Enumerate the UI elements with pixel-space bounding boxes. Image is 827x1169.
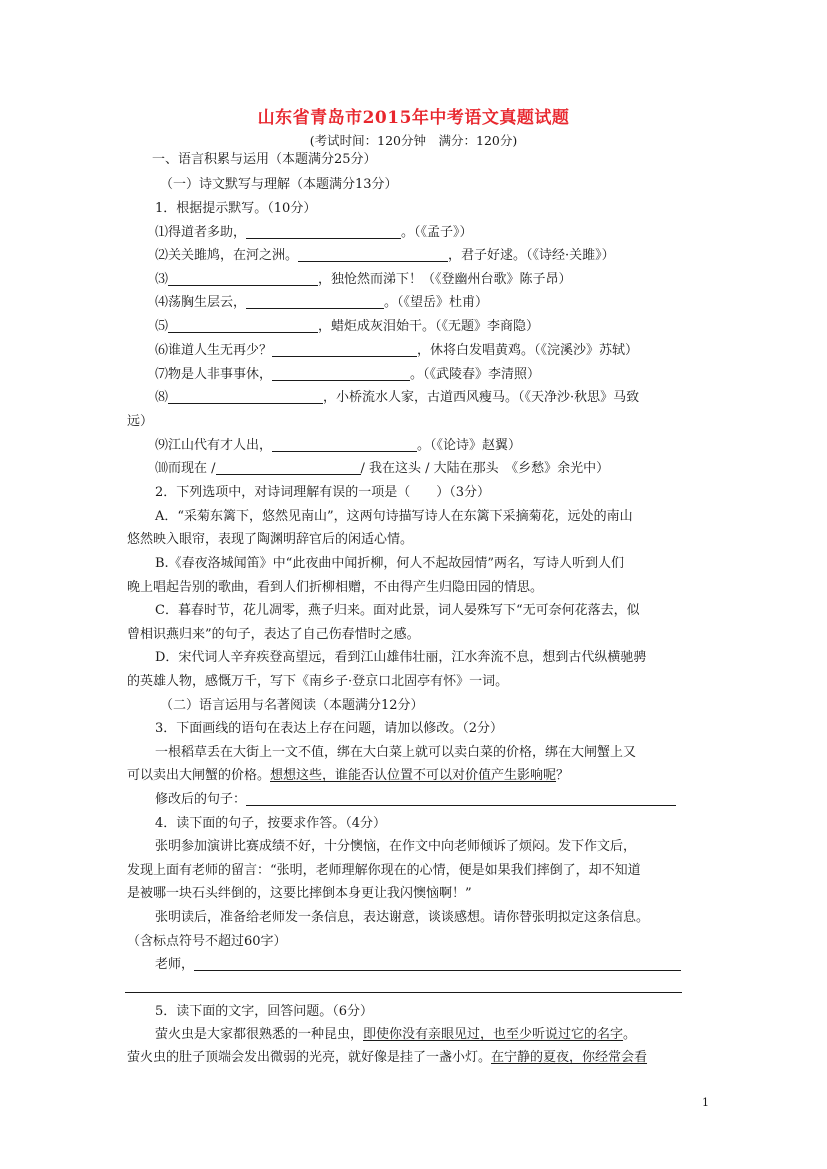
fill-line-9: ⑼江山代有才人出， 。（《论诗》赵翼） <box>155 438 522 453</box>
question-2: 2．下列选项中，对诗词理解有误的一项是（ ）（3分） <box>155 485 491 500</box>
passage-line: 萤火虫是大家都很熟悉的一种昆虫，即使你没有亲眼见过，也至少听说过它的名字。 <box>155 1027 637 1042</box>
page-number: 1 <box>702 1096 709 1109</box>
passage-line: （含标点符号不超过60字） <box>127 934 287 949</box>
option-c-cont: 曾相识燕归来”的句子，表达了自己伤春惜时之感。 <box>127 627 420 642</box>
fill-line-3: ⑶ ，独怆然而涕下！（《登幽州台歌》陈子昂） <box>155 272 572 287</box>
underlined-sentence: 在宁静的夏夜，你经常会看 <box>491 1050 648 1065</box>
option-a-cont: 悠然映入眼帘，表现了陶渊明辞官后的闲适心情。 <box>127 532 414 547</box>
answer-blank[interactable] <box>194 956 681 971</box>
underlined-sentence: 即使你没有亲眼见过，也至少听说过它的名字 <box>363 1027 624 1042</box>
fill-line-4: ⑷荡胸生层云， 。（《望岳》杜甫） <box>155 295 489 310</box>
option-a: A．“采菊东篱下，悠然见南山”，这两句诗描写诗人在东篱下采摘菊花，远处的南山 <box>155 509 633 524</box>
question-4: 4．读下面的句子，按要求作答。（4分） <box>155 816 387 831</box>
passage-line: 发现上面有老师的留言：“张明，老师理解你现在的心情，便是如果我们摔倒了，却不知道 <box>127 863 641 878</box>
answer-blank[interactable] <box>298 247 448 262</box>
underlined-sentence: 想想这些，谁能否认位置不可以对价值产生影响呢 <box>270 768 557 783</box>
answer-blank[interactable] <box>272 366 410 381</box>
answer-blank[interactable] <box>168 318 318 333</box>
subsection-heading: （二）语言运用与名著阅读（本题满分12分） <box>160 698 424 713</box>
answer-line[interactable] <box>125 992 682 993</box>
fill-line-8: ⑻ ，小桥流水人家，古道西风瘦马。（《天净沙·秋思》马致 <box>155 390 640 405</box>
fill-line-8-cont: 远） <box>127 414 154 429</box>
passage-line: 萤火虫的肚子顶端会发出微弱的光亮，就好像是挂了一盏小灯。在宁静的夏夜，你经常会看 <box>127 1050 648 1065</box>
answer-blank[interactable] <box>272 342 417 357</box>
passage-line: 一根稻草丢在大街上一文不值，绑在大白菜上就可以卖白菜的价格，绑在大闸蟹上又 <box>155 745 637 760</box>
answer-blank[interactable] <box>168 271 318 286</box>
answer-blank[interactable] <box>272 437 417 452</box>
question-3: 3．下面画线的语句在表达上存在问题，请加以修改。（2分） <box>155 721 504 736</box>
passage-line: 可以卖出大闸蟹的价格。想想这些，谁能否认位置不可以对价值产生影响呢？ <box>127 768 570 783</box>
section-heading: 一、语言积累与运用（本题满分25分） <box>152 152 377 167</box>
answer-blank[interactable] <box>216 460 361 475</box>
option-b-cont: 晚上唱起告别的歌曲，看到人们折柳相赠，不由得产生归隐田园的情思。 <box>127 580 544 595</box>
fill-line-7: ⑺物是人非事事休， 。（《武陵春》李清照） <box>155 367 541 382</box>
option-d-cont: 的英雄人物，感慨万千，写下《南乡子·登京口北固亭有怀》一词。 <box>127 674 509 689</box>
message-answer: 老师， <box>155 956 707 974</box>
option-c: C．暮春时节，花儿凋零，燕子归来。面对此景，词人晏殊写下“无可奈何花落去，似 <box>155 603 640 618</box>
revision-answer: 修改后的句子： <box>155 791 707 809</box>
option-d: D．宋代词人辛弃疾登高望远，看到江山雄伟壮丽，江水奔流不息，想到古代纵横驰骋 <box>155 650 647 665</box>
passage-line: 张明读后，准备给老师发一条信息，表达谢意，谈谈感想。请你替张明拟定这条信息。 <box>155 910 650 925</box>
passage-line: 是被哪一块石头绊倒的，这要比摔倒本身更让我闪懊恼啊！” <box>127 886 472 901</box>
answer-blank[interactable] <box>246 791 676 806</box>
option-b: B.《春夜洛城闻笛》中“此夜曲中闻折柳，何人不起故园情”两名，写诗人听到人们 <box>155 556 624 571</box>
question-1: 1．根据提示默写。（10分） <box>155 201 317 216</box>
page-title: 山东省青岛市2015年中考语文真题试题 <box>257 108 570 128</box>
passage-line: 张明参加演讲比赛成绩不好，十分懊恼，在作文中向老师倾诉了烦闷。发下作文后， <box>155 839 637 854</box>
exam-info: (考试时间：120分钟 满分：120分) <box>309 133 518 148</box>
fill-line-10: ⑽而现在 / / 我在这头 / 大陆在那头 《乡愁》余光中） <box>155 461 610 476</box>
fill-line-2: ⑵关关雎鸠，在河之洲。 ，君子好逑。（《诗经·关雎》） <box>155 248 615 263</box>
answer-blank[interactable] <box>246 224 401 239</box>
question-5: 5．读下面的文字，回答问题。（6分） <box>155 1004 374 1019</box>
fill-line-5: ⑸ ，蜡炬成灰泪始干。（《无题》李商隐） <box>155 319 540 334</box>
answer-blank[interactable] <box>168 389 323 404</box>
answer-blank[interactable] <box>246 294 384 309</box>
fill-line-1: ⑴得道者多助， 。（《孟子》） <box>155 225 473 240</box>
subsection-heading: （一）诗文默写与理解（本题满分13分） <box>160 177 398 192</box>
fill-line-6: ⑹谁道人生无再少？ ，休将白发唱黄鸡。（《浣溪沙》苏轼） <box>155 343 639 358</box>
